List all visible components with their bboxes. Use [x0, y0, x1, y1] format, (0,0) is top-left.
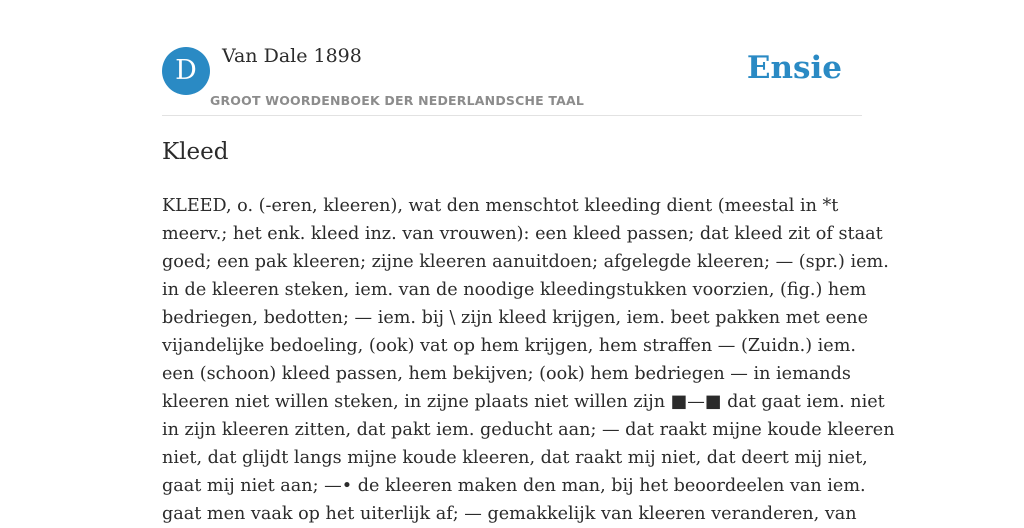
- ensie-logo-link[interactable]: Ensie: [746, 50, 842, 86]
- definition-line: gaat men vaak op het uiterlijk af; — gemakkelijk van kleeren veranderen, van: [162, 504, 857, 524]
- definition-line: goed; een pak kleeren; zijne kleeren aanuitdoen; afgelegde kleeren; — (spr.) iem.: [162, 252, 889, 272]
- definition-line: een (schoon) kleed passen, hem bekijven; (ook) hem bedriegen — in iemands: [162, 364, 851, 384]
- definition-line: kleeren niet willen steken, in zijne plaats niet willen zijn ■—■ dat gaat iem. niet: [162, 392, 885, 412]
- entry-headword: Kleed: [162, 139, 229, 165]
- dictionary-header: [162, 40, 862, 116]
- definition-line: gaat mij niet aan; —• de kleeren maken den man, bij het beoordeelen van iem.: [162, 476, 866, 496]
- definition-line: in zijn kleeren zitten, dat pakt iem. geducht aan; — dat raakt mijne koude kleeren: [162, 420, 895, 440]
- definition-line: bedriegen, bedotten; — iem. bij \ zijn kleed krijgen, iem. beet pakken met eene: [162, 308, 869, 328]
- definition-line: KLEED, o. (-eren, kleeren), wat den menschtot kleeding dient (meestal in *t: [162, 196, 839, 216]
- definition-line: in de kleeren steken, iem. van de noodige kleedingstukken voorzien, (fig.) hem: [162, 280, 867, 300]
- dictionary-logo[interactable]: D: [162, 47, 210, 95]
- dictionary-title[interactable]: Van Dale 1898: [222, 45, 362, 67]
- definition-line: niet, dat glijdt langs mijne koude kleeren, dat raakt mij niet, dat deert mij niet,: [162, 448, 868, 468]
- entry-definition: [162, 192, 895, 528]
- definition-line: meerv.; het enk. kleed inz. van vrouwen): een kleed passen; dat kleed zit of staat: [162, 224, 883, 244]
- definition-line: vijandelijke bedoeling, (ook) vat op hem krijgen, hem straffen — (Zuidn.) iem.: [162, 336, 856, 356]
- dictionary-subtitle: GROOT WOORDENBOEK DER NEDERLANDSCHE TAAL: [210, 93, 585, 108]
